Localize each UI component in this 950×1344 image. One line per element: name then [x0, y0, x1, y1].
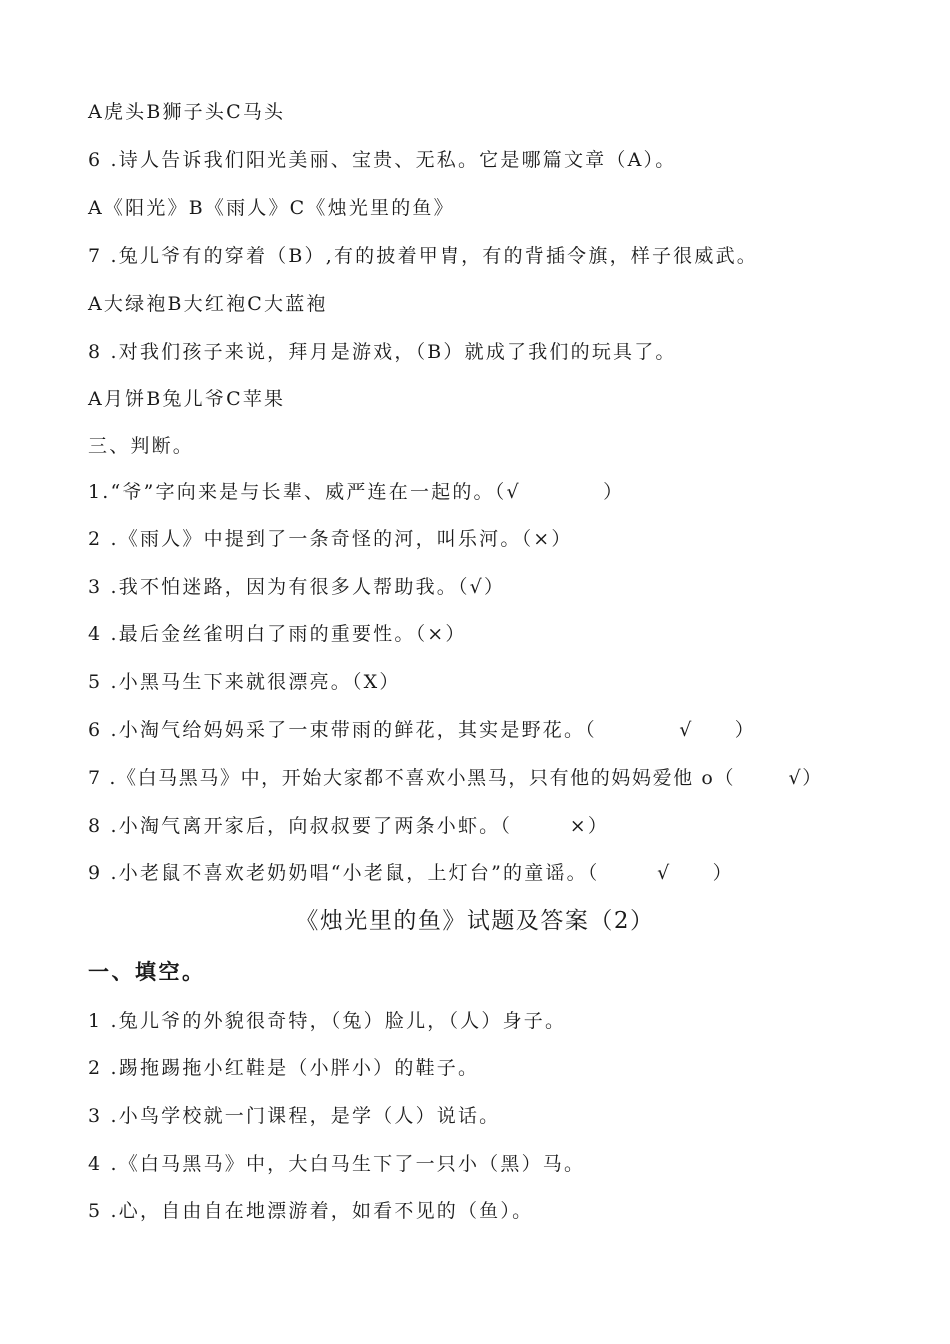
fill-item-2: 2 .踢拖踢拖小红鞋是（小胖小）的鞋子。 [88, 1057, 480, 1079]
judgment-item-3: 3 .我不怕迷路，因为有很多人帮助我。（√） [88, 576, 506, 598]
fill-item-3: 3 .小鸟学校就一门课程，是学（人）说话。 [88, 1105, 501, 1127]
fill-item-1: 1 .兔儿爷的外貌很奇特，（兔）脸儿，（人）身子。 [88, 1010, 567, 1032]
judgment-item-9: 9 .小老鼠不喜欢老奶奶唱“小老鼠，上灯台”的童谣。（ √ ） [88, 862, 734, 884]
judgment-item-4: 4 .最后金丝雀明白了雨的重要性。（×） [88, 623, 467, 645]
fill-item-5: 5 .心，自由自在地漂游着，如看不见的（鱼）。 [88, 1200, 534, 1222]
section-fill-blank-heading: 一、填空。 [88, 959, 206, 984]
judgment-item-8: 8 .小淘气离开家后，向叔叔要了两条小虾。（ ×） [88, 815, 610, 837]
option-line-7: A大绿袍B大红袍C大蓝袍 [88, 293, 328, 315]
question-6: 6 .诗人告诉我们阳光美丽、宝贵、无私。它是哪篇文章（A）。 [88, 149, 677, 171]
question-8: 8 .对我们孩子来说，拜月是游戏，（B）就成了我们的玩具了。 [88, 341, 677, 363]
question-7: 7 .兔儿爷有的穿着（B）,有的披着甲胄，有的背插令旗，样子很威武。 [88, 245, 758, 267]
option-line-6: A《阳光》B《雨人》C《烛光里的鱼》 [88, 197, 455, 219]
judgment-item-7: 7 .《白马黑马》中，开始大家都不喜欢小黑马，只有他的妈妈爱他 o（ √） [88, 767, 823, 789]
document-title: 《烛光里的鱼》试题及答案（2） [295, 908, 655, 934]
judgment-item-6: 6 .小淘气给妈妈采了一束带雨的鲜花，其实是野花。（ √ ） [88, 719, 756, 741]
option-line-5: A虎头B狮子头C马头 [88, 101, 286, 123]
judgment-item-1: 1.“爷”字向来是与长辈、威严连在一起的。（√ ） [88, 481, 625, 503]
option-line-8: A月饼B兔儿爷C苹果 [88, 388, 286, 410]
judgment-item-5: 5 .小黑马生下来就很漂亮。（X） [88, 671, 401, 693]
judgment-item-2: 2 .《雨人》中提到了一条奇怪的河，叫乐河。（×） [88, 528, 573, 550]
section-judgment-heading: 三、判断。 [88, 435, 195, 457]
fill-item-4: 4 .《白马黑马》中，大白马生下了一只小（黑）马。 [88, 1153, 586, 1175]
